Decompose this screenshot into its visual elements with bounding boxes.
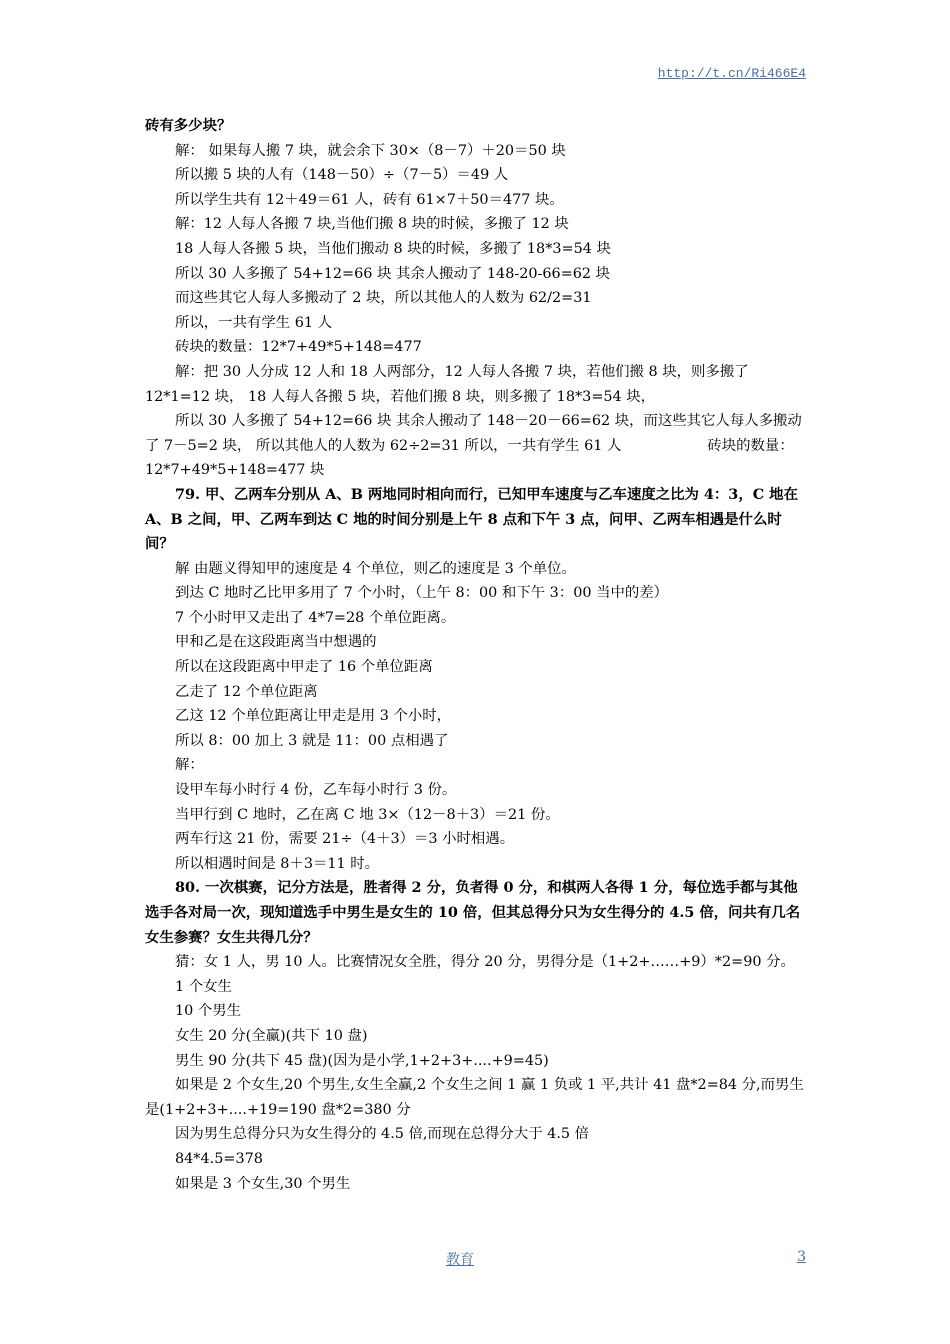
footer-link[interactable]: 教育 <box>446 1252 474 1268</box>
solution-text: 砖块的数量：12*7+49*5+148=477 块 <box>145 437 794 479</box>
solution-line: 男生 90 分(共下 45 盘)(因为是小学,1+2+3+....+9=45) <box>175 1052 549 1069</box>
solution-line: 所以相遇时间是 8＋3＝11 时。 <box>175 855 380 872</box>
solution-line: 解： 如果每人搬 7 块，就会余下 30×（8－7）＋20＝50 块 <box>175 142 566 159</box>
header-url-link[interactable]: http://t.cn/Ri466E4 <box>657 66 806 81</box>
solution-line: 1 个女生 <box>175 978 232 995</box>
question-continuation: 砖有多少块？ <box>145 117 232 134</box>
solution-line: 解：12 人每人各搬 7 块,当他们搬 8 块的时候，多搬了 12 块 <box>175 216 569 233</box>
solution-line: 当甲行到 C 地时，乙在离 C 地 3×（12－8＋3）＝21 份。 <box>175 806 560 823</box>
solution-line: 18 人每人各搬 5 块，当他们搬动 8 块的时候，多搬了 18*3=54 块 <box>175 240 611 257</box>
solution-line: 而这些其它人每人多搬动了 2 块，所以其他人的人数为 62/2=31 <box>175 290 592 307</box>
document-body <box>145 114 808 1196</box>
solution-line: 7 个小时甲又走出了 4*7=28 个单位距离。 <box>175 609 456 626</box>
solution-line: 如果是 3 个女生,30 个男生 <box>175 1175 351 1192</box>
solution-paragraph <box>145 409 808 483</box>
solution-line: 猜：女 1 人，男 10 人。比赛情况女全胜，得分 20 分，男得分是（1+2+……+9）*2=90 分。 <box>175 954 795 971</box>
solution-line: 女生 20 分(全赢)(共下 10 盘) <box>175 1027 368 1044</box>
solution-paragraph: 如果是 2 个女生,20 个男生,女生全赢,2 个女生之间 1 赢 1 负或 1 平,共计 41 盘*2=84 分,而男生是(1+2+3+....+19=190 盘*2=380 分 <box>145 1077 804 1118</box>
solution-line: 解： <box>175 757 204 774</box>
solution-line: 所以 30 人多搬了 54+12=66 块 其余人搬动了 148-20-66=62 块 <box>175 265 611 282</box>
solution-line: 所以，一共有学生 61 人 <box>175 314 332 331</box>
solution-line: 10 个男生 <box>175 1003 242 1020</box>
solution-line: 所以学生共有 12＋49＝61 人，砖有 61×7＋50＝477 块。 <box>175 191 564 208</box>
solution-line: 因为男生总得分只为女生得分的 4.5 倍,而现在总得分大于 4.5 倍 <box>175 1126 590 1143</box>
solution-line: 84*4.5=378 <box>175 1150 263 1167</box>
solution-line: 乙这 12 个单位距离让甲走是用 3 个小时， <box>175 708 452 725</box>
solution-line: 两车行这 21 份，需要 21÷（4＋3）＝3 小时相遇。 <box>175 831 515 848</box>
solution-line: 所以 8：00 加上 3 就是 11：00 点相遇了 <box>175 732 449 749</box>
solution-paragraph: 解：把 30 人分成 12 人和 18 人两部分，12 人每人各搬 7 块，若他们搬 8 块，则多搬了 12*1=12 块， 18 人每人各搬 5 块，若他们搬 8 块，则多搬了 18*3=54 块， <box>145 363 749 405</box>
solution-line: 甲和乙是在这段距离当中想遇的 <box>175 634 377 651</box>
solution-line: 所以在这段距离中甲走了 16 个单位距离 <box>175 659 433 676</box>
page-number[interactable]: 3 <box>797 1249 806 1265</box>
solution-line: 乙走了 12 个单位距离 <box>175 683 318 700</box>
solution-line: 设甲车每小时行 4 份，乙车每小时行 3 份。 <box>175 782 457 799</box>
solution-line: 砖块的数量：12*7+49*5+148=477 <box>175 339 422 356</box>
solution-text: 所以 30 人多搬了 54+12=66 块 其余人搬动了 148－20－66=62 块，而这些其它人每人多搬动了 7－5=2 块， 所以其他人的人数为 62÷2=31 所以，一共有学生 61 人 <box>145 413 802 454</box>
question-79: 79. 甲、乙两车分别从 A、B 两地同时相向而行，已知甲车速度与乙车速度之比为 4：3，C 地在 A、B 之间，甲、乙两车到达 C 地的时间分别是上午 8 点和下午 3 点，问甲、乙两车相遇是什么时间？ <box>145 485 798 553</box>
solution-line: 解 由题义得知甲的速度是 4 个单位，则乙的速度是 3 个单位。 <box>175 560 576 577</box>
solution-line: 所以搬 5 块的人有（148－50）÷（7－5）＝49 人 <box>175 167 509 184</box>
question-80: 80. 一次棋赛，记分方法是，胜者得 2 分，负者得 0 分，和棋两人各得 1 分，每位选手都与其他选手各对局一次，现知道选手中男生是女生的 10 倍，但其总得分只为女生得分的 4.5 倍，问共有几名女生参赛？女生共得几分？ <box>145 879 801 946</box>
solution-line: 到达 C 地时乙比甲多用了 7 个小时，（上午 8：00 和下午 3：00 当中的差） <box>175 585 669 602</box>
